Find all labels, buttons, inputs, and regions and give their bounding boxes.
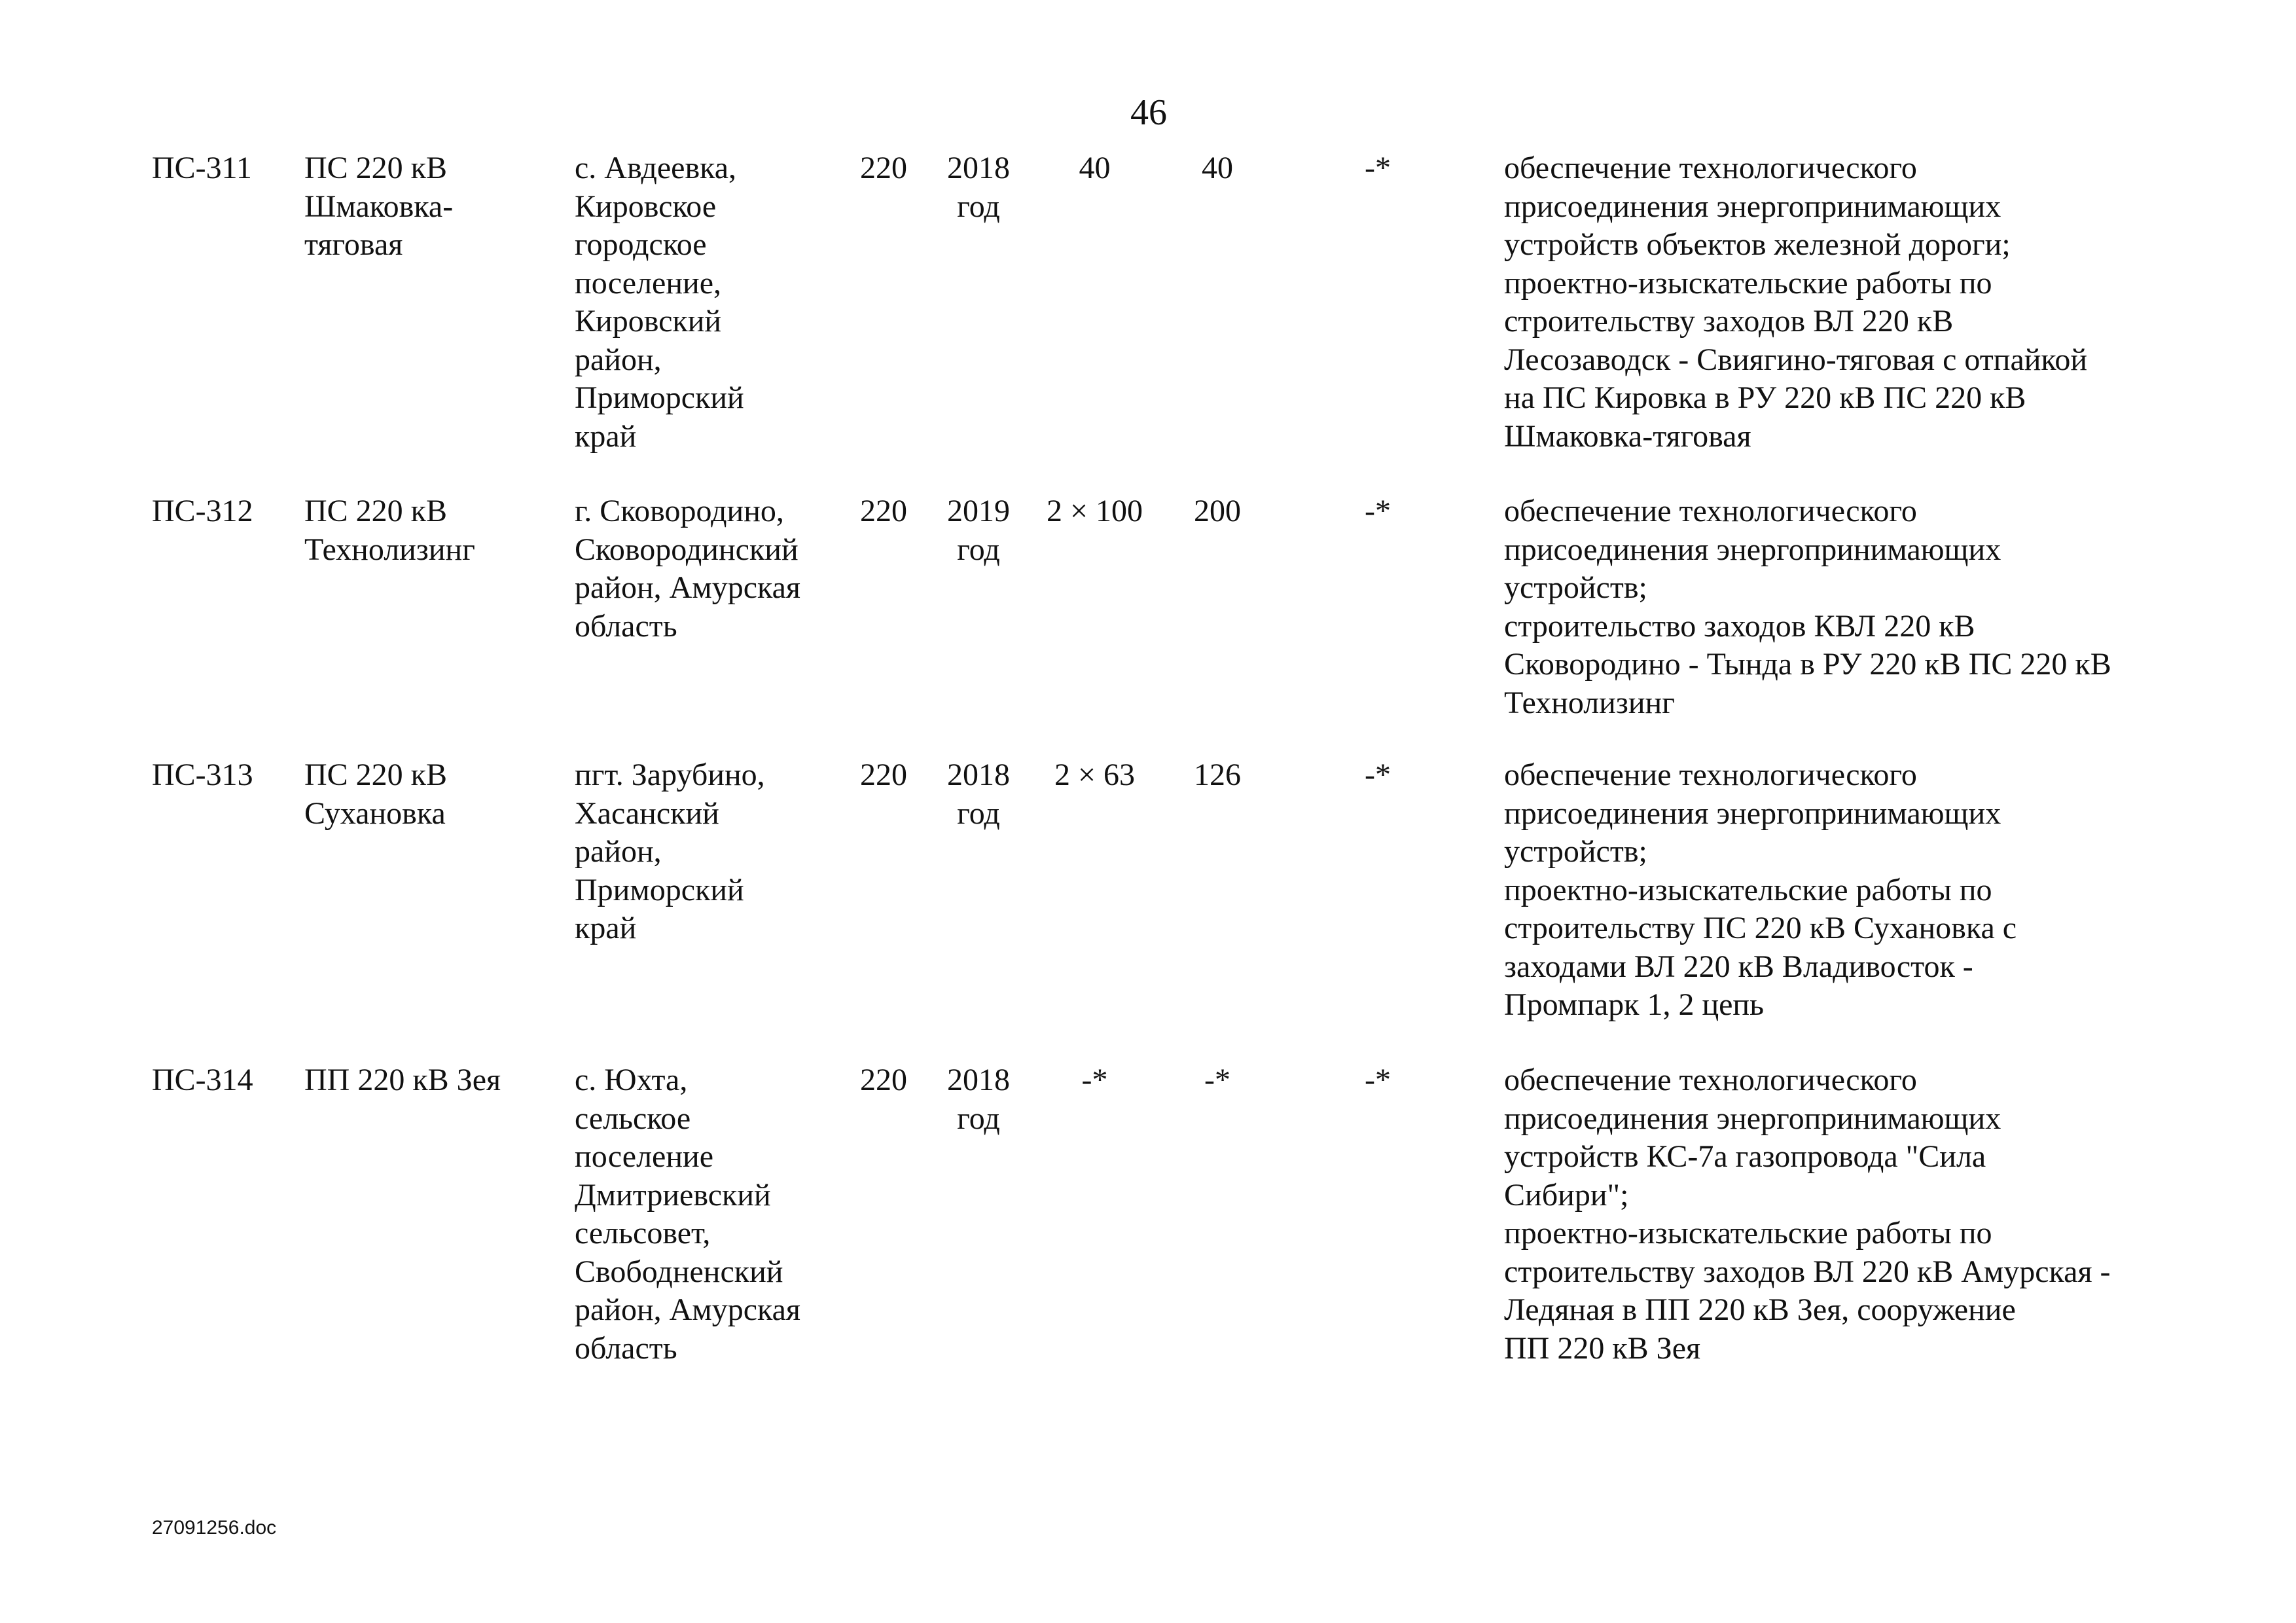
substation-code: ПС-311 <box>152 151 252 185</box>
purpose-text: обеспечение технологического присоединения энергопринимающих устройств КС-7а газопровода "Сила Сибири"; проектно-изыскательские работы по строительству заходов ВЛ 220 кВ Амурская - Ледяная в ПП 220 кВ Зея, сооружение ПП 220 кВ Зея <box>1504 1063 2111 1366</box>
total-power: 200 <box>1194 494 1241 528</box>
transformer-power: -* <box>1081 1063 1108 1097</box>
purpose-text: обеспечение технологического присоединения энергопринимающих устройств; строительство заходов КВЛ 220 кВ Сковородино - Тында в РУ 220 кВ ПС 220 кВ Технолизинг <box>1504 494 2111 720</box>
purpose-text: обеспечение технологического присоединения энергопринимающих устройств; проектно-изыскательские работы по строительству ПС 220 кВ Сухановка с заходами ВЛ 220 кВ Владивосток - Промпарк 1, 2 цепь <box>1504 757 2017 1022</box>
other-value: -* <box>1365 757 1391 792</box>
purpose-text: обеспечение технологического присоединения энергопринимающих устройств объектов железной дороги; проектно-изыскательские работы по строительству заходов ВЛ 220 кВ Лесозаводск - Свиягино-тяговая с отпайкой на ПС Кировка в РУ 220 кВ ПС 220 кВ Шмаковка-тяговая <box>1504 151 2087 454</box>
commissioning-year: 2018 год <box>947 1063 1010 1136</box>
document-filename: 27091256.doc <box>152 1517 277 1539</box>
transformer-power: 40 <box>1079 151 1111 185</box>
substation-code: ПС-312 <box>152 494 253 528</box>
substation-code: ПС-314 <box>152 1063 253 1097</box>
transformer-power: 2 × 100 <box>1046 494 1143 528</box>
other-value: -* <box>1365 1063 1391 1097</box>
commissioning-year: 2019 год <box>947 494 1010 567</box>
other-value: -* <box>1365 151 1391 185</box>
transformer-power: 2 × 63 <box>1054 757 1136 792</box>
total-power: 126 <box>1194 757 1241 792</box>
substation-code: ПС-313 <box>152 757 253 792</box>
other-value: -* <box>1365 494 1391 528</box>
substation-name: ПС 220 кВ Шмаковка- тяговая <box>304 151 454 262</box>
substation-location: с. Юхта, сельское поселение Дмитриевский сельсовет, Свободненский район, Амурская область <box>575 1063 800 1366</box>
voltage-value: 220 <box>860 494 907 528</box>
commissioning-year: 2018 год <box>947 757 1010 831</box>
substation-name: ПС 220 кВ Сухановка <box>304 757 448 831</box>
voltage-value: 220 <box>860 1063 907 1097</box>
substation-name: ПП 220 кВ Зея <box>304 1063 501 1097</box>
voltage-value: 220 <box>860 151 907 185</box>
commissioning-year: 2018 год <box>947 151 1010 224</box>
substation-location: с. Авдеевка, Кировское городское поселение, Кировский район, Приморский край <box>575 151 744 454</box>
substation-name: ПС 220 кВ Технолизинг <box>304 494 475 567</box>
total-power: 40 <box>1202 151 1233 185</box>
total-power: -* <box>1204 1063 1230 1097</box>
voltage-value: 220 <box>860 757 907 792</box>
page-number: 46 <box>1130 92 1167 133</box>
substation-location: г. Сковородино, Сковородинский район, Амурская область <box>575 494 800 644</box>
substation-location: пгт. Зарубино, Хасанский район, Приморский край <box>575 757 765 945</box>
